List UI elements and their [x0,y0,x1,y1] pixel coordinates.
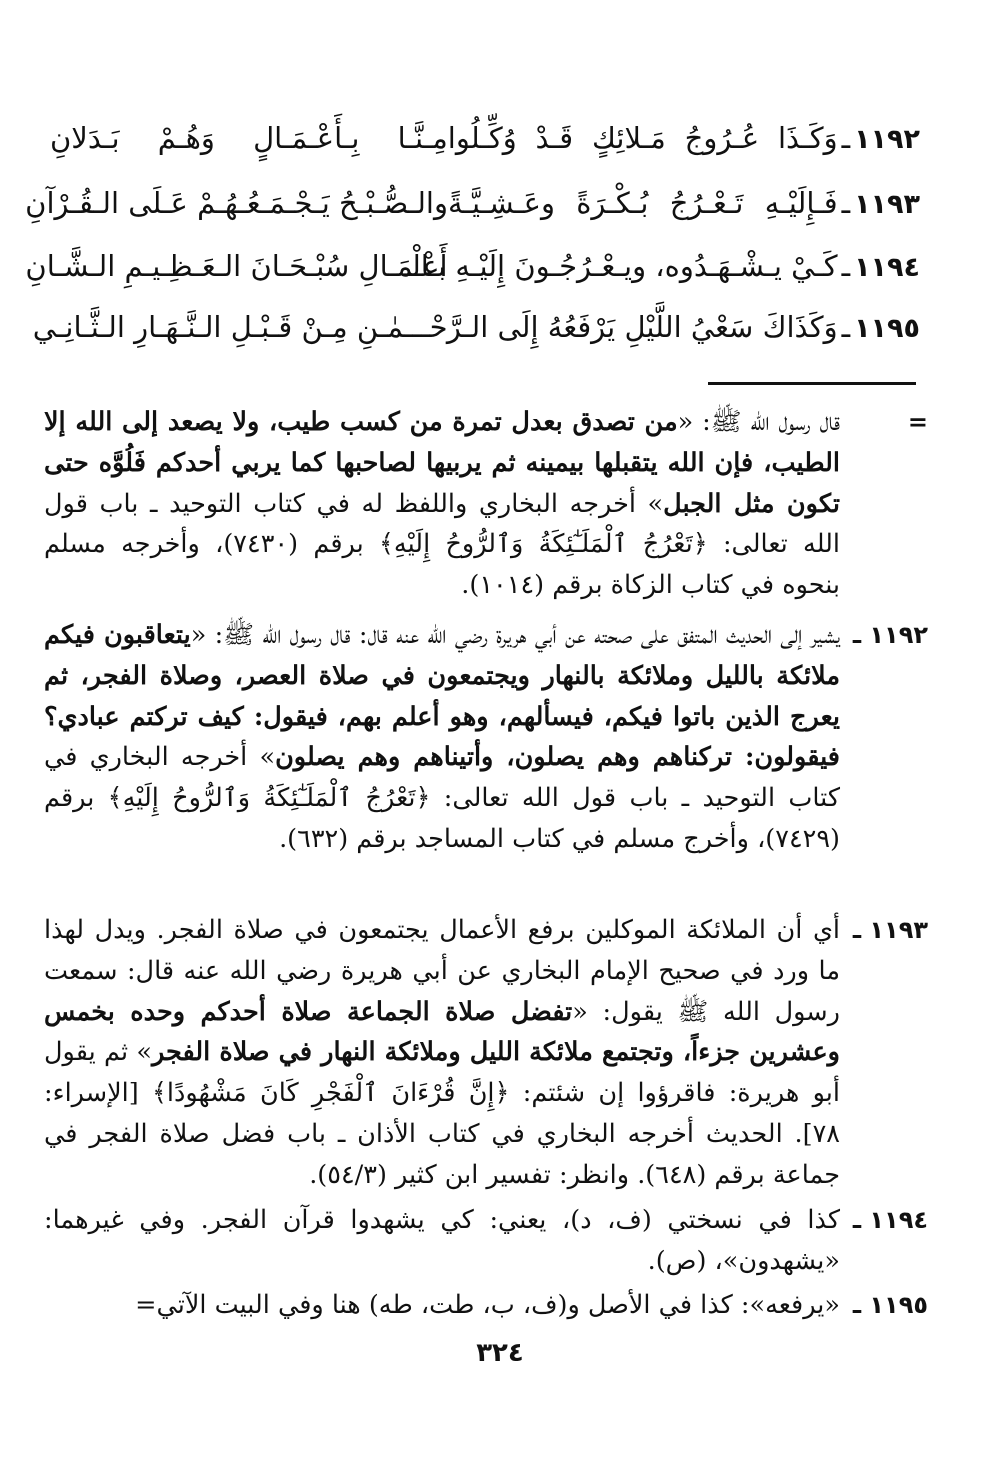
verse-first-hemistich: كَـيْ يـشْـهَـدُوه، ويـعْـرُجُـونَ إِلَيْـهِ بـالْـ [403,249,838,283]
verse-first-hemistich: فَـإِلَيْـهِ تَـعْـرُجُ بُـكْـرَةً وعَـشِـيَّـةً [448,186,838,220]
verse-dash: ـ [841,121,851,155]
verse-dash: ـ [841,310,851,344]
footnote-marker: ١١٩٥ ـ [852,1291,928,1319]
footnote-body: «يرفعه»: كذا في الأصل و(ف، ب، طت، طه) هنا وفي البيت الآتي= [135,1290,840,1320]
footnote-text: أي أن الملائكة الموكلين برفع الأعمال يجتمعون في صلاة الفجر. ويدل لهذا ما ورد في صحيح الإمام البخاري عن أبي هريرة رضي الله عنه قال: سمعت رسول الله ﷺ يقول: « [44,915,840,1027]
verse-1192 [50,113,920,163]
footnote-text: » ثم يقول أبو هريرة: فاقرؤوا إن شئتم: ﴿إِنَّ قُرْءَانَ ٱلْفَجْرِ كَانَ مَشْهُودًا﴾ [الإسراء: ٧٨]. الحديث أخرجه البخاري في كتاب الأذان ـ باب فضل صلاة الفجر في جماعة برقم (٦٤٨). وانظر: تفسير ابن كثير (٥٤/٣). [44,1037,840,1190]
verse-number: ١١٩٢ [854,124,920,155]
footnote-body [44,615,840,860]
footnote-1194 [44,1200,928,1282]
footnote-1193 [44,910,928,1196]
footnote-text: » أخرجه البخاري في كتاب التوحيد ـ باب قول الله تعالى: ﴿تَعْرُجُ ٱلْمَلَـٰٓئِكَةُ وَٱلرُّوحُ إِلَيْهِ﴾ برقم (٧٤٢٩)، وأخرج مسلم في كتاب المساجد برقم (٦٣٢). [44,742,840,854]
footnote-body [44,910,840,1196]
footnote-text: » أخرجه البخاري واللفظ له في كتاب التوحيد ـ باب قول الله تعالى: ﴿تَعْرُجُ ٱلْمَلَـٰٓئِكَةُ وَٱلرُّوحُ إِلَيْهِ﴾ برقم (٧٤٣٠)، وأخرجه مسلم بنحوه في كتاب الزكاة برقم (١٠١٤). [44,488,840,601]
hadith-text: يتعاقبون فيكم ملائكة بالليل وملائكة بالنهار ويجتمعون في صلاة العصر، وصلاة الفجر، ثم يعرج الذين باتوا فيكم، فيسألهم، وهو أعلم بهم، فيقول: كيف تركتم عبادي؟ فيقولون: تركناهم وهم يصلون، وأتيناهم وهم يصلون [44,620,840,773]
verse-dash: ـ [841,249,851,283]
verse-number: ١١٩٥ [854,313,920,344]
verse-number: ١١٩٤ [854,252,920,283]
footnote-1195 [44,1285,928,1326]
verse-1194 [25,241,920,291]
verse-first-hemistich: وَكَـذَا عُـرُوجُ مَـلائِكٍ قَـدْ وُكِّـلُوا [447,121,838,155]
verse-number: ١١٩٣ [854,189,920,220]
verse-second-hemistich: والـصُّـبْـحُ يَـجْـمَـعُـهُـمْ عَـلَى الـقُـرْآنِ [25,186,448,220]
footnote-marker: ١١٩٣ ـ [852,916,928,944]
footnote-1192 [44,615,928,860]
verse-first-hemistich: وَكَذَاكَ سَعْيُ اللَّيْلِ يَرْفَعُهُ إِلَى الـرَّ [446,310,838,344]
hadith-text: تفضل صلاة الجماعة صلاة أحدكم وحده بخمس وعشرين جزءاً، وتجتمع ملائكة الليل وملائكة النهار في صلاة الفجر [44,996,840,1068]
footnote-continuation [44,402,928,606]
verse-second-hemistich: مِـنَّـا بِـأَعْـمَـالٍ وَهُـمْ بَـدَلانِ [49,121,448,155]
verse-1193 [25,178,920,228]
hadith-text: من تصدق بعدل تمرة من كسب طيب، ولا يصعد إلى الله إلا الطيب، فإن الله يتقبلها بيمينه ثم يربيها لصاحبها كما يربي أحدكم فَلُوَّه حتى تكون مثل الجبل [44,407,840,519]
page-number: ٣٢٤ [476,1338,524,1368]
verse-1195 [32,302,920,352]
footnote-separator-rule [708,382,916,385]
footnote-body [44,402,840,606]
verse-second-hemistich: أَعْـمَـالِ سُبْـحَـانَ الـعَـظِـيـمِ الـشَّـانِ [25,249,448,283]
footnote-marker: ١١٩٤ ـ [852,1206,928,1234]
verse-second-hemistich: حْـــمٰـنِ مِـنْ قَـبْـلِ الـنَّـهَـارِ الـثَّـانِـي [32,310,448,344]
verse-dash: ـ [841,186,851,220]
footnote-text: يشير إلى الحديث المتفق على صحته عن أبي هريرة رضي الله عنه قال: قال رسول الله ﷺ: « [190,620,841,650]
footnote-body: كذا في نسختي (ف، د)، يعني: كي يشهدوا قرآن الفجر. وفي غيرهما: «يشهدون»، (ص). [44,1205,840,1276]
footnote-marker: ١١٩٢ ـ [852,621,928,649]
footnote-marker: = [907,408,928,436]
footnote-text: قال رسول الله ﷺ: « [677,407,840,437]
